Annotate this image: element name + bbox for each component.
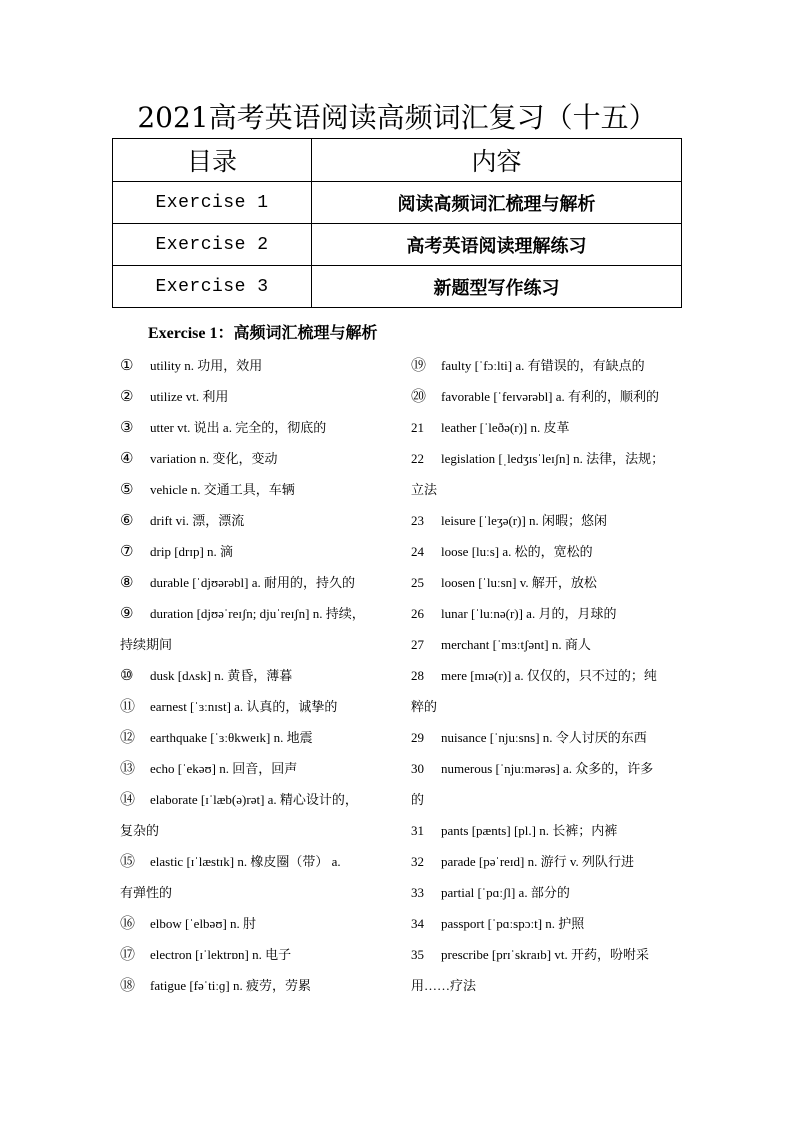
vocab-entry-text: utilize vt. 利用 [150,389,229,404]
vocab-number: ⑭ [120,790,136,808]
vocab-line [411,753,686,784]
toc-exercise-content: 新题型写作练习 [312,266,682,308]
vocab-entry-text: earnest [ˈɜːnɪst] a. 认真的，诚挚的 [150,699,338,714]
vocab-entry-text: durable [ˈdjʊərəbl] a. 耐用的，持久的 [150,575,355,590]
vocab-number: ② [120,387,134,405]
vocab-line [120,567,395,598]
vocab-line [120,815,395,846]
vocab-entry-text: numerous [ˈnjuːmərəs] a. 众多的，许多 [441,761,654,776]
vocab-entry-text: faulty [ˈfɔːlti] a. 有错误的，有缺点的 [441,358,645,373]
vocab-entry-text: partial [ˈpɑːʃl] a. 部分的 [441,885,570,900]
vocab-entry-text: elaborate [ɪˈlæb(ə)rət] a. 精心设计的， [150,792,358,807]
vocab-line [120,536,395,567]
vocab-line [411,505,686,536]
vocab-number: 21 [411,420,424,435]
vocab-line [411,691,686,722]
vocab-entry-text: loose [luːs] a. 松的，宽松的 [441,544,593,559]
vocab-entry-text: leather [ˈleðə(r)] n. 皮革 [441,420,570,435]
vocab-number: 33 [411,885,424,900]
vocab-entry-text: 立法 [411,482,438,497]
vocab-entry-text: 复杂的 [120,823,160,838]
vocab-line [411,908,686,939]
vocab-entry-text: parade [pəˈreɪd] n. 游行 v. 列队行进 [441,854,635,869]
vocab-number: 30 [411,761,424,776]
section-heading [148,320,377,343]
vocab-number: ① [120,356,134,374]
vocab-number: ⑩ [120,666,134,684]
vocab-line [120,691,395,722]
vocab-line [120,970,395,1001]
toc-exercise-label: Exercise 1 [113,182,312,224]
vocab-line [411,412,686,443]
vocab-entry-text: merchant [ˈmɜːtʃənt] n. 商人 [441,637,591,652]
vocab-entry-text: fatigue [fəˈtiːɡ] n. 疲劳，劳累 [150,978,312,993]
vocab-number: ⑫ [120,728,136,746]
vocab-line [120,784,395,815]
vocab-line [120,598,395,629]
vocab-line [120,846,395,877]
vocab-number: 25 [411,575,424,590]
table-of-contents [112,138,682,308]
vocab-line [120,660,395,691]
vocab-line [411,970,686,1001]
vocab-number: ⑯ [120,914,136,932]
vocab-line [411,567,686,598]
vocab-line [120,350,395,381]
vocab-number: 22 [411,451,424,466]
vocab-line [411,474,686,505]
vocab-entry-text: pants [pænts] [pl.] n. 长裤；内裤 [441,823,618,838]
vocab-entry-text: echo [ˈekəʊ] n. 回音，回声 [150,761,298,776]
vocab-number: 32 [411,854,424,869]
vocab-line [411,629,686,660]
vocab-line [411,939,686,970]
vocab-number: 27 [411,637,424,652]
vocab-line [411,877,686,908]
section-prefix: Exercise 1： [148,325,234,342]
vocab-number: ⑲ [411,356,427,374]
vocab-entry-text: leisure [ˈleʒə(r)] n. 闲暇；悠闲 [441,513,608,528]
toc-header-row [113,139,682,182]
vocab-number: ⑰ [120,945,136,963]
vocab-entry-text: variation n. 变化，变动 [150,451,278,466]
vocab-number: 31 [411,823,424,838]
vocab-number: ⑱ [120,976,136,994]
vocab-line [411,660,686,691]
vocab-number: 28 [411,668,424,683]
vocab-number: 26 [411,606,424,621]
vocab-entry-text: nuisance [ˈnjuːsns] n. 令人讨厌的东西 [441,730,647,745]
vocab-entry-text: utter vt. 说出 a. 完全的，彻底的 [150,420,327,435]
vocab-entry-text: mere [mɪə(r)] a. 仅仅的，只不过的；纯 [441,668,657,683]
vocab-line [411,598,686,629]
vocab-number: 35 [411,947,424,962]
vocab-line [411,722,686,753]
vocab-entry-text: favorable [ˈfeɪvərəbl] a. 有利的，顺利的 [441,389,660,404]
vocab-entry-text: electron [ɪˈlektrɒn] n. 电子 [150,947,292,962]
vocab-number: ⑥ [120,511,134,529]
vocab-number: ③ [120,418,134,436]
vocab-line [120,722,395,753]
vocab-line [120,629,395,660]
toc-exercise-content: 阅读高频词汇梳理与解析 [312,182,682,224]
toc-exercise-content: 高考英语阅读理解练习 [312,224,682,266]
vocab-line [411,784,686,815]
toc-row [113,224,682,266]
vocab-line [411,350,686,381]
vocab-line [411,536,686,567]
vocab-line [411,443,686,474]
vocab-line [120,753,395,784]
vocab-number: ⑬ [120,759,136,777]
vocab-number: ⑧ [120,573,134,591]
vocab-line [120,505,395,536]
vocab-entry-text: legislation [ˌledʒɪsˈleɪʃn] n. 法律，法规； [441,451,665,466]
vocab-number: ⑦ [120,542,134,560]
vocab-column-right [411,350,686,1001]
vocab-number: ⑪ [120,697,136,715]
page-title: 2021高考英语阅读高频词汇复习（十五） [137,101,657,134]
toc-header-content: 内容 [312,139,682,182]
vocab-number: ⑮ [120,852,136,870]
vocab-line [120,412,395,443]
vocab-number: 29 [411,730,424,745]
vocab-line [120,474,395,505]
toc-row [113,266,682,308]
vocab-number: ⑤ [120,480,134,498]
vocab-line [120,939,395,970]
vocab-number: ⑨ [120,604,134,622]
vocab-line [120,381,395,412]
vocab-line [411,846,686,877]
toc-exercise-label: Exercise 3 [113,266,312,308]
vocab-line [411,381,686,412]
vocab-entry-text: passport [ˈpɑːspɔːt] n. 护照 [441,916,585,931]
vocab-number: 24 [411,544,424,559]
vocab-entry-text: elastic [ɪˈlæstɪk] n. 橡皮圈（带） a. [150,854,341,869]
vocab-entry-text: drift vi. 漂，漂流 [150,513,245,528]
vocab-entry-text: dusk [dʌsk] n. 黄昏，薄暮 [150,668,293,683]
vocab-entry-text: utility n. 功用，效用 [150,358,263,373]
vocab-entry-text: 有弹性的 [120,885,173,900]
vocab-entry-text: drip [drɪp] n. 滴 [150,544,234,559]
vocab-entry-text: prescribe [prɪˈskraɪb] vt. 开药，吩咐采 [441,947,649,962]
toc-row [113,182,682,224]
vocab-line [120,877,395,908]
vocab-line [411,815,686,846]
vocab-line [120,443,395,474]
vocab-entry-text: earthquake [ˈɜːθkweɪk] n. 地震 [150,730,313,745]
vocab-entry-text: 粹的 [411,699,438,714]
toc-exercise-label: Exercise 2 [113,224,312,266]
vocab-entry-text: duration [djʊəˈreɪʃn; djuˈreɪʃn] n. 持续， [150,606,365,621]
vocab-number: 34 [411,916,424,931]
toc-header-catalog: 目录 [113,139,312,182]
vocab-entry-text: 持续期间 [120,637,173,652]
vocab-entry-text: 的 [411,792,425,807]
vocab-number: ⑳ [411,387,427,405]
vocab-line [120,908,395,939]
vocab-number: 23 [411,513,424,528]
vocab-number: ④ [120,449,134,467]
vocab-entry-text: elbow [ˈelbəʊ] n. 肘 [150,916,257,931]
vocab-entry-text: vehicle n. 交通工具，车辆 [150,482,295,497]
vocab-column-left [120,350,395,1001]
vocab-entry-text: loosen [ˈluːsn] v. 解开，放松 [441,575,597,590]
vocab-entry-text: 用……疗法 [411,978,477,993]
section-title: 高频词汇梳理与解析 [233,323,378,342]
vocab-entry-text: lunar [ˈluːnə(r)] a. 月的，月球的 [441,606,617,621]
